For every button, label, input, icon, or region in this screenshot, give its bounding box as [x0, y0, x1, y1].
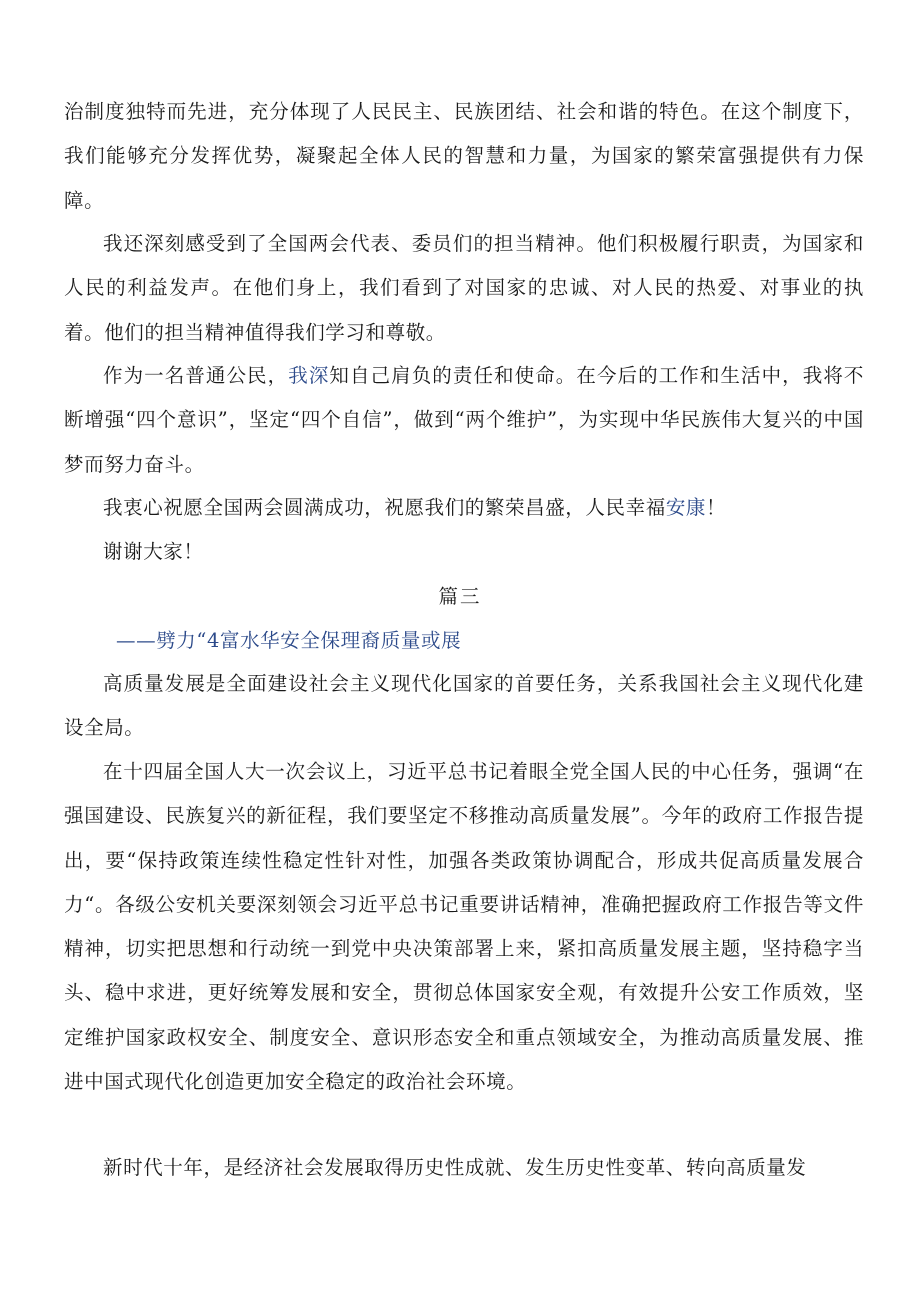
paragraph-3-text-a: 作为一名普通公民，	[103, 364, 289, 387]
paragraph-6: 高质量发展是全面建设社会主义现代化国家的首要任务，关系我国社会主义现代化建设全局。	[64, 672, 864, 740]
section-subtitle: ——劈力“4富水华安全保理裔质量或展	[116, 629, 462, 652]
section-heading: 篇三	[438, 585, 482, 608]
paragraph-4-text-c: ！	[706, 496, 727, 519]
paragraph-7: 在十四届全国人大一次会议上，习近平总书记着眼全党全国人民的中心任务，强调“在强国建设、民族复兴的新征程，我们要坚定不移推动高质量发展”。今年的政府工作报告提出，要“保持政策连续性稳定性针对性，加强各类政策协调配合，形成共促高质量发展合力“。各级公安机关要深刻领会习近平总书记重要讲话精神，准确把握政府工作报告等文件精神，切实把思想和行动统一到党中央决策部署上来，紧扣高质量发展主题，坚持稳字当头、稳中求进，更好统筹发展和安全，贯彻总体国家安全观，有效提升公安工作质效，坚定维护国家政权安全、制度安全、意识形态安全和重点领域安全，为推动高质量发展、推进中国式现代化创造更加安全稳定的政治社会环境。	[64, 760, 864, 1094]
paragraph-3	[64, 354, 864, 487]
paragraph-4-text-a: 我衷心祝愿全国两会圆满成功，祝愿我们的繁荣昌盛，人民幸福	[103, 496, 666, 519]
paragraph-2: 我还深刻感受到了全国两会代表、委员们的担当精神。他们积极履行职责，为国家和人民的利益发声。在他们身上，我们看到了对国家的忠诚、对人民的热爱、对事业的执着。他们的担当精神值得我们学习和尊敬。	[64, 232, 864, 344]
paragraph-3-text-c: 知自己肩负的责任和使命。在今后的工作和生活中，我将不断增强“四个意识”，坚定“四个自信”，做到“两个维护”，为实现中华民族伟大复兴的中国梦而努力奋斗。	[64, 364, 865, 476]
paragraph-4-text-b: 安康	[665, 496, 707, 519]
paragraph-4	[64, 486, 864, 530]
paragraph-3-text-b: 我深	[288, 364, 330, 387]
paragraph-5: 谢谢大家！	[103, 540, 204, 563]
paragraph-1: 治制度独特而先进，充分体现了人民民主、民族团结、社会和谐的特色。在这个制度下，我们能够充分发挥优势，凝聚起全体人民的智慧和力量，为国家的繁荣富强提供有力保障。	[64, 100, 864, 212]
paragraph-8: 新时代十年，是经济社会发展取得历史性成就、发生历史性变革、转向高质量发	[103, 1156, 807, 1179]
